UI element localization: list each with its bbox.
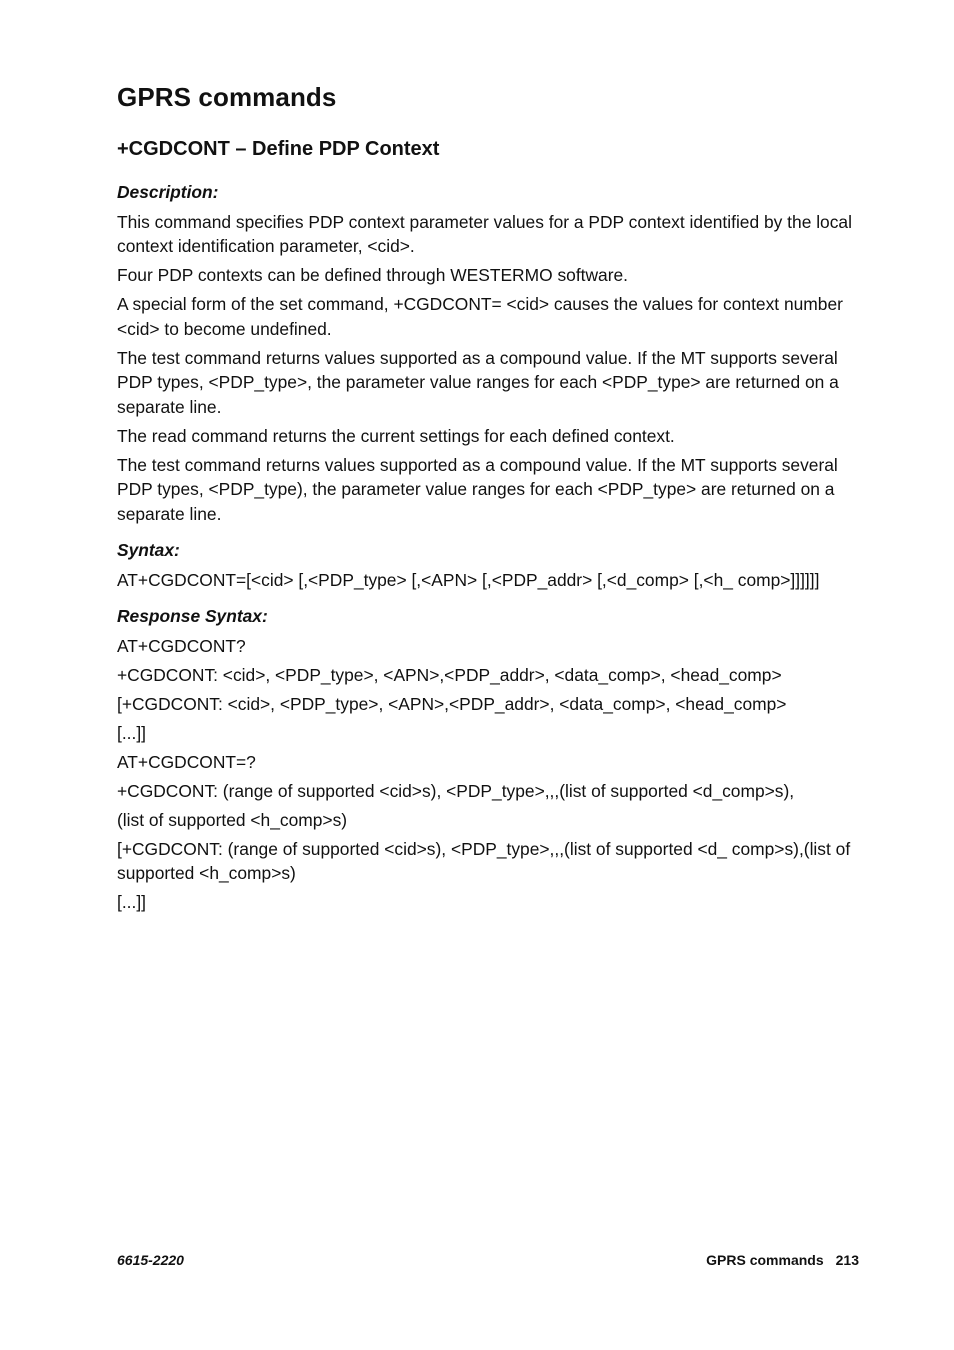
chapter-title: GPRS commands [117, 82, 337, 112]
description-paragraph: This command specifies PDP context parameter values for a PDP context identified by the local context identification parameter, <cid>. [117, 211, 852, 256]
description-paragraph: A special form of the set command, +CGDCONT= <cid> causes the values for context number <cid> to become undefined. [117, 294, 843, 339]
description-paragraph: The test command returns values supported as a compound value. If the MT supports several PDP types, <PDP_type), the parameter value ranges for each <PDP_type> are returned on a separate line. [117, 454, 838, 524]
response-line: +CGDCONT: (range of supported <cid>s), <PDP_type>,,,(list of supported <d_comp>s), [117, 780, 795, 801]
response-line: +CGDCONT: <cid>, <PDP_type>, <APN>,<PDP_addr>, <data_comp>, <head_comp> [117, 664, 782, 685]
syntax-label: Syntax: [117, 540, 180, 560]
response-line: [+CGDCONT: <cid>, <PDP_type>, <APN>,<PDP_addr>, <data_comp>, <head_comp> [117, 693, 787, 714]
response-line: AT+CGDCONT=? [117, 751, 256, 772]
section-title: +CGDCONT – Define PDP Context [117, 138, 440, 160]
description-label: Description: [117, 182, 219, 202]
response-line: [+CGDCONT: (range of supported <cid>s), <PDP_type>,,,(list of supported <d_ comp>s),(list of supported <h_comp>s) [117, 838, 851, 883]
footer-page-number: 213 [835, 1252, 859, 1268]
footer-doc-number: 6615-2220 [117, 1252, 184, 1268]
response-line: AT+CGDCONT? [117, 635, 246, 656]
response-syntax-label: Response Syntax: [117, 606, 268, 626]
description-paragraph: The test command returns values supported as a compound value. If the MT supports several PDP types, <PDP_type>, the parameter value ranges for each <PDP_type> are returned on a separate line. [117, 347, 839, 417]
description-paragraph: The read command returns the current settings for each defined context. [117, 425, 675, 446]
response-line: [...]] [117, 892, 146, 912]
footer-section: GPRS commands [706, 1252, 824, 1268]
content [117, 180, 863, 919]
syntax-text: AT+CGDCONT=[<cid> [,<PDP_type> [,<APN> [,<PDP_addr> [,<d_comp> [,<h_ comp>]]]]]] [117, 569, 820, 590]
response-line: [...]] [117, 722, 146, 743]
response-line: (list of supported <h_comp>s) [117, 809, 348, 830]
description-paragraph: Four PDP contexts can be defined through WESTERMO software. [117, 265, 629, 285]
footer-right [706, 1252, 859, 1268]
